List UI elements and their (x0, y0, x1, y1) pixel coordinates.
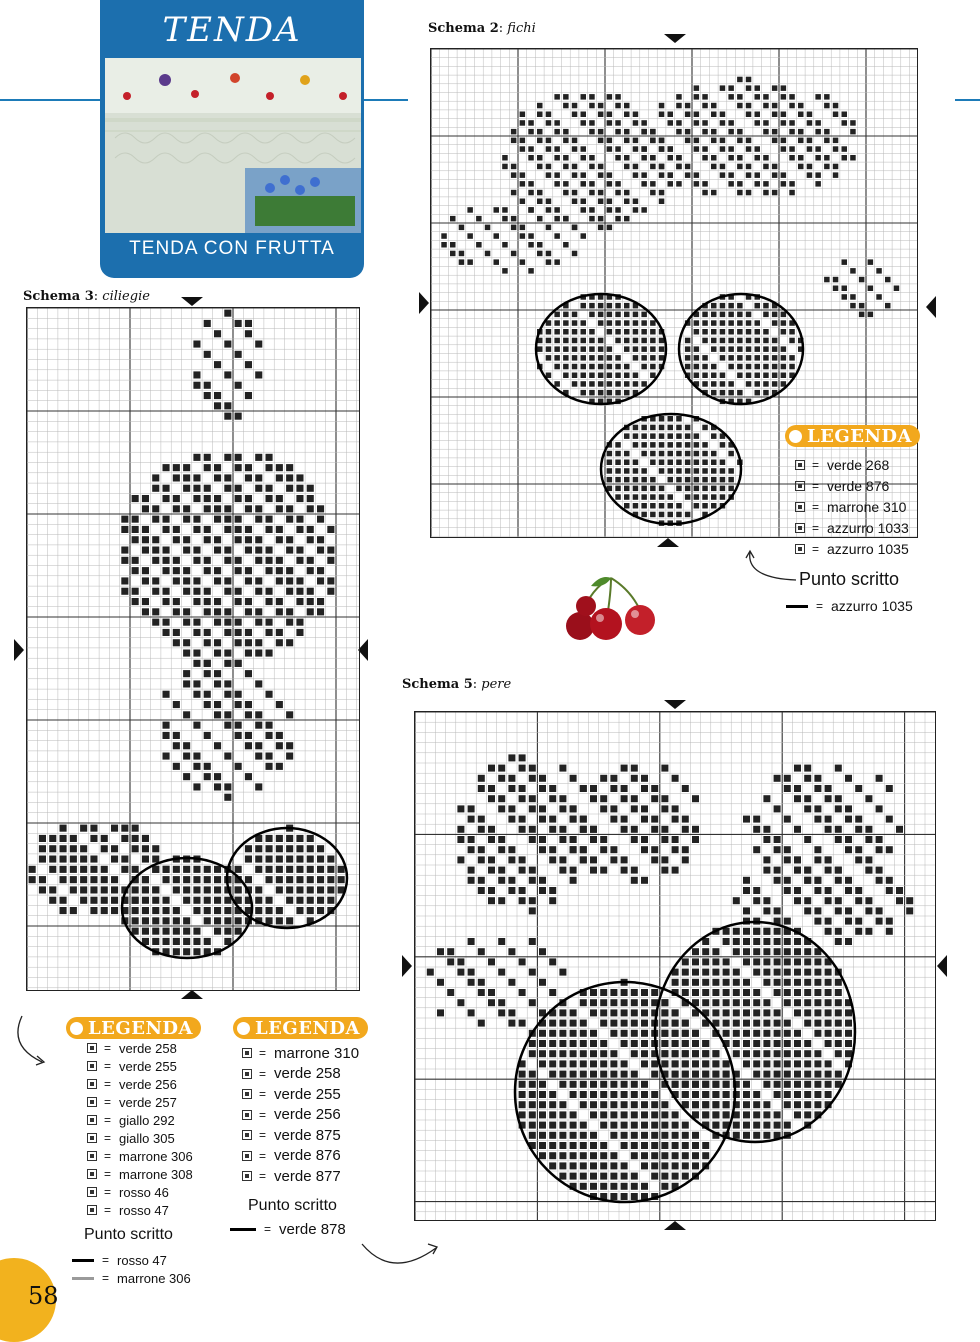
schema5-right-marker (937, 955, 947, 977)
legend-fichi-item: verde 268 (827, 456, 890, 473)
stitch-symbol-icon (795, 523, 805, 533)
legend-ciliegie-punto-row (72, 1269, 191, 1287)
legend-dot-icon (789, 430, 802, 443)
legend-eq: = (816, 599, 824, 613)
legend-eq: = (264, 1222, 272, 1236)
legend-ciliegie-row (87, 1093, 193, 1111)
legend-ciliegie-row (87, 1129, 193, 1147)
header-title: TENDA (162, 10, 302, 50)
stitch-symbol-icon (87, 1151, 97, 1161)
legend-eq: = (812, 520, 820, 535)
legend-ciliegie-row (87, 1147, 193, 1165)
legend-eq: = (104, 1113, 112, 1127)
legend-eq: = (259, 1107, 267, 1122)
legend-pere-punto-label: Punto scritto (248, 1197, 337, 1214)
legend-ciliegie-badge (66, 1017, 201, 1039)
legend-fichi-punto-row (786, 597, 913, 615)
stitch-symbol-icon (242, 1130, 252, 1140)
stitch-symbol-icon (87, 1061, 97, 1071)
schema2-left-marker (419, 292, 429, 314)
legend-pere-row (242, 1125, 359, 1146)
header-rule-left (0, 99, 100, 101)
legend-fichi-item: marrone 310 (827, 498, 907, 515)
stitch-symbol-icon (242, 1069, 252, 1079)
header-subtitle: TENDA CON FRUTTA (129, 238, 335, 259)
curved-arrow-icon (742, 546, 802, 586)
page-number: 58 (28, 1282, 59, 1310)
stitch-symbol-icon (87, 1097, 97, 1107)
legend-eq: = (812, 499, 820, 514)
curtain-photo (105, 58, 361, 233)
legend-fichi-row (795, 538, 909, 559)
schema2-top-marker (664, 34, 686, 43)
legend-ciliegie-item: verde 255 (119, 1058, 177, 1074)
schema2-name: Schema 2 (428, 21, 499, 36)
legend-pere-badge (233, 1017, 368, 1039)
legend-eq: = (259, 1046, 267, 1061)
legend-eq: = (104, 1041, 112, 1055)
legend-ciliegie-punto-item: rosso 47 (117, 1252, 167, 1268)
legend-ciliegie-item: giallo 292 (119, 1112, 175, 1128)
schema3-bottom-marker (181, 990, 203, 999)
legend-pere-row (242, 1166, 359, 1187)
legend-pere-title: LEGENDA (255, 1017, 360, 1039)
legend-pere-item: verde 877 (274, 1167, 341, 1185)
legend-ciliegie-row (87, 1057, 193, 1075)
legend-pere-row (242, 1105, 359, 1126)
legend-eq: = (104, 1185, 112, 1199)
legend-dot-icon (237, 1022, 250, 1035)
stitch-symbol-icon (242, 1110, 252, 1120)
legend-eq: = (104, 1077, 112, 1091)
legend-pere-punto-row (230, 1220, 346, 1238)
legend-ciliegie-item: marrone 308 (119, 1166, 193, 1182)
legend-eq: = (259, 1148, 267, 1163)
legend-eq: = (812, 541, 820, 556)
legend-ciliegie-punto-label: Punto scritto (84, 1226, 173, 1243)
legend-pere-item: verde 255 (274, 1085, 341, 1103)
schema3-subject: ciliegie (102, 289, 150, 304)
schema3-pattern (27, 308, 359, 990)
schema5-left-marker (402, 955, 412, 977)
schema5-top-marker (664, 700, 686, 709)
legend-eq: = (102, 1253, 110, 1267)
header-rule-right (955, 99, 980, 101)
stitch-symbol-icon (242, 1048, 252, 1058)
legend-fichi-item: azzurro 1033 (827, 519, 909, 536)
curved-arrow-icon (10, 1012, 50, 1072)
stitch-symbol-icon (242, 1151, 252, 1161)
legend-fichi-row (795, 496, 909, 517)
legend-eq: = (104, 1131, 112, 1145)
legend-ciliegie-title: LEGENDA (88, 1017, 193, 1039)
legend-ciliegie-item: verde 258 (119, 1040, 177, 1056)
legend-ciliegie-item: marrone 306 (119, 1148, 193, 1164)
legend-ciliegie-row (87, 1039, 193, 1057)
legend-pere-punto-item: verde 878 (279, 1220, 346, 1238)
legend-ciliegie-item: verde 257 (119, 1094, 177, 1110)
legend-ciliegie-item: rosso 46 (119, 1184, 169, 1200)
legend-fichi-badge (785, 425, 920, 447)
schema2-right-marker (926, 296, 936, 318)
legend-eq: = (812, 457, 820, 472)
schema3-grid (26, 307, 360, 991)
schema5-bottom-marker (664, 1221, 686, 1230)
legend-eq: = (104, 1167, 112, 1181)
legend-eq: = (102, 1271, 110, 1285)
legend-ciliegie-row (87, 1201, 193, 1219)
stitch-symbol-icon (795, 502, 805, 512)
legend-pere-item: verde 876 (274, 1147, 341, 1165)
legend-ciliegie-row (87, 1183, 193, 1201)
stitch-symbol-icon (242, 1171, 252, 1181)
schema5-pattern (415, 712, 935, 1220)
header-rule-mid (364, 99, 408, 101)
legend-ciliegie-item: giallo 305 (119, 1130, 175, 1146)
legend-pere-row (242, 1084, 359, 1105)
legend-ciliegie-row (87, 1165, 193, 1183)
stitch-symbol-icon (87, 1115, 97, 1125)
cherries-image (556, 572, 666, 644)
legend-fichi-punto-label: Punto scritto (799, 569, 900, 589)
legend-dot-icon (70, 1022, 83, 1035)
stitch-symbol-icon (795, 481, 805, 491)
legend-eq: = (104, 1095, 112, 1109)
schema2-subject: fichi (507, 21, 536, 36)
legend-ciliegie-punto-item: marrone 306 (117, 1270, 191, 1286)
stitch-symbol-icon (87, 1169, 97, 1179)
legend-pere-item: marrone 310 (274, 1044, 360, 1062)
legend-pere-list (242, 1043, 359, 1187)
legend-fichi-title: LEGENDA (807, 425, 912, 447)
legend-eq: = (104, 1149, 112, 1163)
legend-ciliegie-list (87, 1039, 193, 1219)
legend-eq: = (104, 1059, 112, 1073)
stitch-symbol-icon (87, 1205, 97, 1215)
legend-eq: = (259, 1087, 267, 1102)
legend-fichi-row (795, 454, 909, 475)
schema5-name: Schema 5 (402, 677, 473, 692)
stitch-symbol-icon (87, 1079, 97, 1089)
legend-fichi-punto-item: azzurro 1035 (831, 598, 913, 614)
legend-fichi-item: verde 876 (827, 477, 890, 494)
legend-pere-item: verde 258 (274, 1065, 341, 1083)
legend-pere-row (242, 1043, 359, 1064)
legend-fichi-list (795, 454, 909, 559)
stitch-symbol-icon (242, 1089, 252, 1099)
legend-pere-item: verde 256 (274, 1106, 341, 1124)
legend-ciliegie-item: verde 256 (119, 1076, 177, 1092)
schema2-label: Schema 2: fichi (428, 21, 536, 36)
legend-ciliegie-row (87, 1111, 193, 1129)
schema3-left-marker (14, 639, 24, 661)
legend-pere-row (242, 1146, 359, 1167)
line-sample-icon (786, 605, 808, 608)
schema5-subject: pere (481, 677, 512, 692)
curved-arrow-icon (358, 1236, 442, 1272)
schema5-grid (414, 711, 936, 1221)
stitch-symbol-icon (87, 1187, 97, 1197)
schema3-name: Schema 3 (23, 289, 94, 304)
legend-ciliegie-punto-row (72, 1251, 167, 1269)
legend-fichi-item: azzurro 1035 (827, 540, 909, 557)
line-sample-icon (72, 1277, 94, 1280)
schema3-label: Schema 3: ciliegie (23, 289, 150, 304)
legend-ciliegie-row (87, 1075, 193, 1093)
legend-pere-item: verde 875 (274, 1126, 341, 1144)
stitch-symbol-icon (87, 1043, 97, 1053)
line-sample-icon (230, 1228, 256, 1231)
line-sample-icon (72, 1259, 94, 1262)
schema3-top-marker (181, 297, 203, 306)
legend-ciliegie-item: rosso 47 (119, 1202, 169, 1218)
legend-pere-row (242, 1064, 359, 1085)
legend-eq: = (259, 1169, 267, 1184)
legend-fichi-row (795, 475, 909, 496)
legend-eq: = (259, 1128, 267, 1143)
stitch-symbol-icon (795, 460, 805, 470)
legend-eq: = (104, 1203, 112, 1217)
legend-fichi-row (795, 517, 909, 538)
schema5-label: Schema 5: pere (402, 677, 512, 692)
stitch-symbol-icon (87, 1133, 97, 1143)
legend-eq: = (812, 478, 820, 493)
legend-eq: = (259, 1066, 267, 1081)
schema2-bottom-marker (657, 538, 679, 547)
